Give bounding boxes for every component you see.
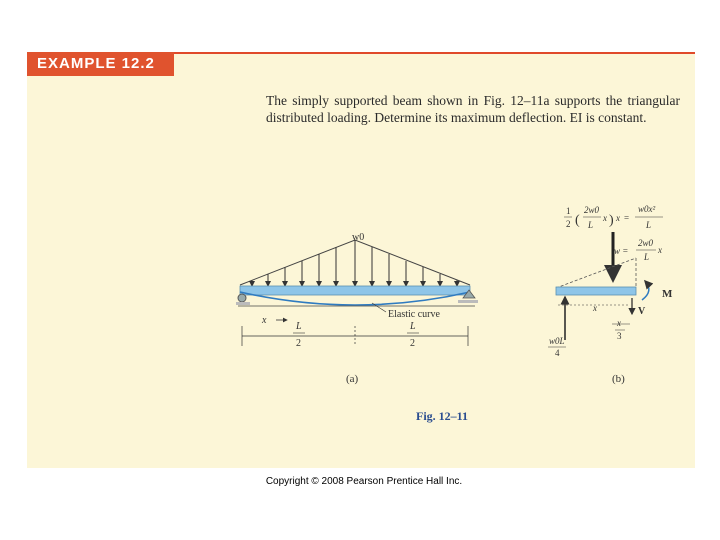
reaction-num: w0L <box>549 336 565 346</box>
resultant-equals: = <box>624 213 630 223</box>
beam-a <box>240 286 470 295</box>
w-x: x <box>658 245 662 255</box>
load-arrows <box>252 240 457 286</box>
pin-ground <box>236 302 250 305</box>
resultant-rhs-den: L <box>646 220 652 230</box>
resultant-rhs-num: w0x² <box>638 204 656 214</box>
figure-a <box>236 232 478 385</box>
figure-caption: Fig. 12–11 <box>416 409 469 423</box>
copyright-footer: Copyright © 2008 Pearson Prentice Hall Inc. <box>265 476 463 487</box>
x-label-a: x <box>262 315 267 326</box>
w-num: 2w0 <box>638 238 654 248</box>
partial-load-line <box>556 258 636 288</box>
resultant-x: x <box>603 213 607 223</box>
problem-statement: The simply supported beam shown in Fig. 12–11a supports the triangular distributed loading. Determine its maximum deflection. EI is constant. <box>266 93 680 125</box>
half-span-right-num: L <box>410 321 416 332</box>
figure-b <box>548 204 673 385</box>
curve-label: Elastic curve <box>388 309 440 320</box>
resultant-paren-open: ( <box>575 213 580 228</box>
pin-support <box>238 294 246 302</box>
x-label-b: x <box>593 303 597 313</box>
example-badge: EXAMPLE 12.2 <box>27 52 174 76</box>
figure-b-label: (b) <box>612 373 625 385</box>
moment-label: M <box>662 288 673 300</box>
moment-arrow <box>642 281 649 300</box>
roller-ground <box>458 300 478 303</box>
shear-label: V <box>638 306 646 317</box>
half-span-left-num: L <box>296 321 302 332</box>
reaction-den: 4 <box>555 348 560 358</box>
beam-segment-b <box>556 287 636 295</box>
third-den: 3 <box>617 331 622 341</box>
w-den: L <box>644 252 650 262</box>
load-w0-label: w0 <box>352 232 365 243</box>
resultant-x-outer: x <box>616 213 620 223</box>
resultant-den: L <box>588 220 594 230</box>
half-span-right-den: 2 <box>410 338 415 349</box>
resultant-half-den: 2 <box>566 219 571 229</box>
figure-a-label: (a) <box>346 373 359 385</box>
half-span-left-den: 2 <box>296 338 301 349</box>
third-num: x <box>617 318 621 328</box>
resultant-num: 2w0 <box>584 205 600 215</box>
w-label: w = <box>614 246 629 256</box>
resultant-paren-close: ) <box>609 213 614 228</box>
resultant-half-num: 1 <box>566 206 571 216</box>
